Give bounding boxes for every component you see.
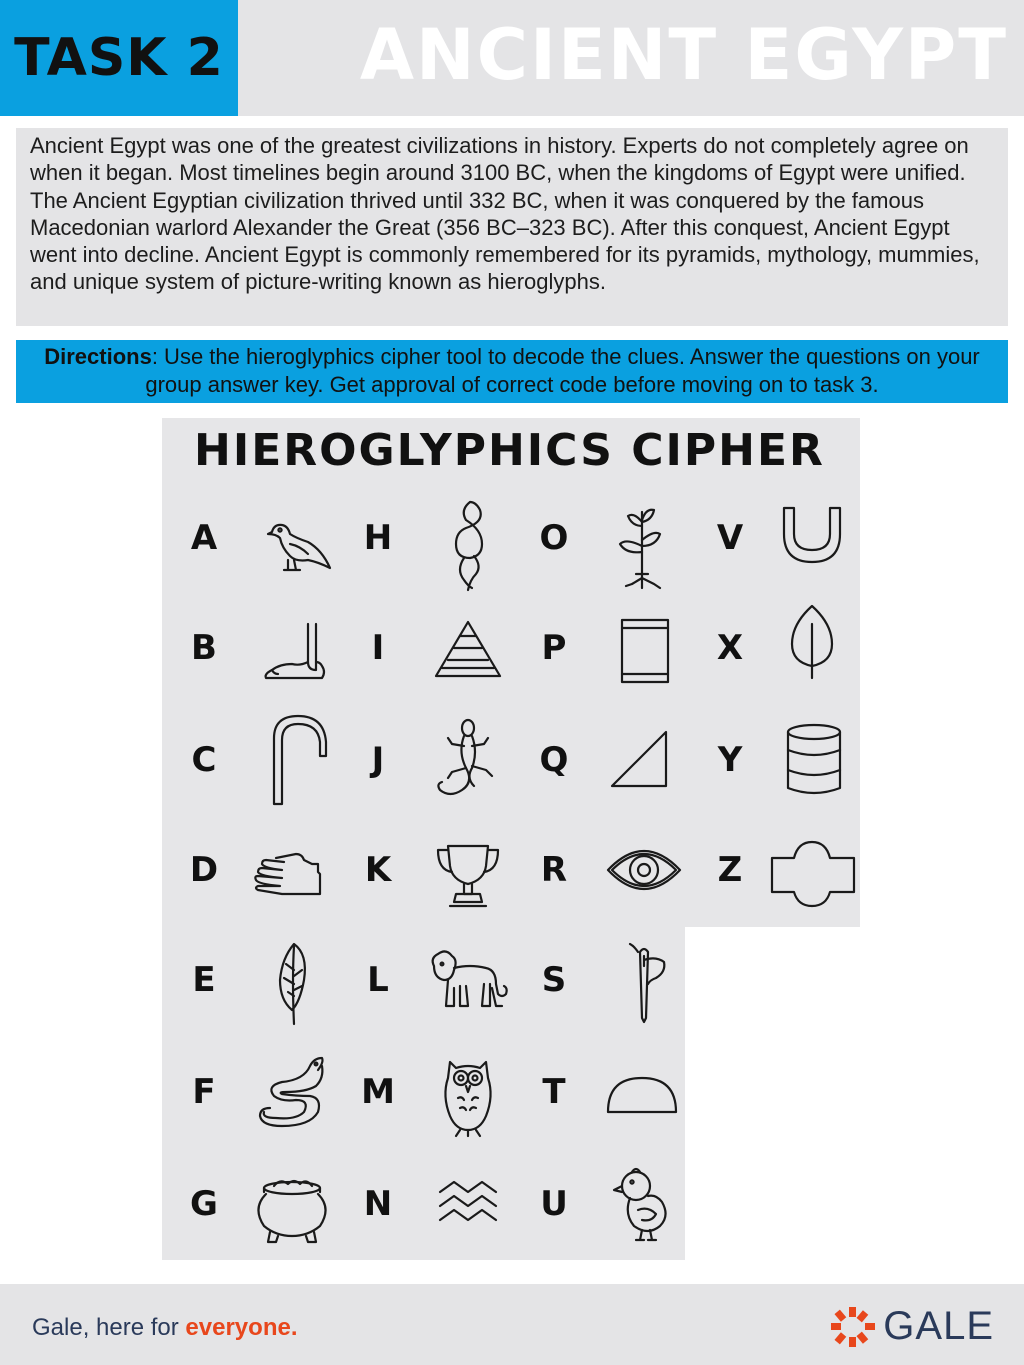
cipher-letter: L xyxy=(367,960,389,1000)
needle-icon xyxy=(600,938,690,1028)
rope-knot-icon xyxy=(426,500,516,590)
cylinder-icon xyxy=(768,716,858,806)
cipher-letter: B xyxy=(191,628,217,668)
cipher-letter: X xyxy=(716,628,744,668)
owl-icon xyxy=(424,1052,514,1142)
hand-icon xyxy=(248,828,338,918)
cipher-letter: S xyxy=(541,960,567,1000)
cipher-letter: F xyxy=(192,1072,216,1112)
tagline-accent: everyone. xyxy=(185,1314,298,1341)
feather-icon xyxy=(248,940,338,1030)
cipher-letter: J xyxy=(371,740,385,780)
cipher-letter: N xyxy=(363,1184,393,1224)
task-label: TASK 2 xyxy=(14,28,224,88)
waves-icon xyxy=(424,1162,514,1252)
cipher-letter: H xyxy=(363,518,393,558)
cipher-letter: Q xyxy=(539,740,569,780)
half-circle-icon xyxy=(596,1050,686,1140)
cipher-letter: V xyxy=(716,518,744,558)
cipher-letter: E xyxy=(192,960,216,1000)
page-title: ANCIENT EGYPT xyxy=(359,14,1008,96)
cipher-letter: Z xyxy=(717,850,743,890)
cartouche-icon xyxy=(768,828,858,918)
leaf-icon xyxy=(768,600,858,690)
gale-logo-text: GALE xyxy=(883,1304,994,1348)
gale-logo-icon xyxy=(829,1305,877,1349)
cipher-letter: T xyxy=(542,1072,566,1112)
gale-logo xyxy=(829,1304,994,1349)
cipher-letter: A xyxy=(190,518,218,558)
plant-icon xyxy=(598,500,688,590)
chick-icon xyxy=(598,1160,688,1250)
triangle-icon xyxy=(600,716,690,806)
trophy-icon xyxy=(424,830,514,920)
cipher-letter: D xyxy=(189,850,219,890)
eye-icon xyxy=(600,826,690,916)
page-header xyxy=(0,0,1024,116)
foot-icon xyxy=(252,608,342,698)
directions-box xyxy=(16,340,1008,403)
cipher-letter: K xyxy=(364,850,392,890)
page-footer xyxy=(0,1284,1024,1365)
cipher-title: HIEROGLYPHICS CIPHER xyxy=(194,425,825,476)
directions-label: Directions xyxy=(44,344,152,369)
pyramid-icon xyxy=(424,608,514,698)
cipher-letter: R xyxy=(540,850,568,890)
cipher-letter: O xyxy=(539,518,569,558)
cipher-letter: Y xyxy=(717,740,743,780)
cipher-letter: I xyxy=(371,628,385,668)
u-shape-icon xyxy=(768,494,858,584)
intro-paragraph: Ancient Egypt was one of the greatest civilizations in history. Experts do not completely agree on when it began. Most timelines begin around 3100 BC, when the kingdoms of Egypt were unified. The Ancient Egyptian civilization thrived until 332 BC, when it was conquered by the famous Macedonian warlord Alexander the Great (356 BC–323 BC). After this conquest, Ancient Egypt went into decline. Ancient Egypt is commonly remembered for its pyramids, mythology, mummies, and unique system of picture-writing known as hieroglyphs. xyxy=(16,128,1008,326)
cipher-letter: G xyxy=(190,1184,218,1224)
cane-icon xyxy=(252,712,342,802)
cipher-letter: P xyxy=(541,628,567,668)
pot-icon xyxy=(248,1162,338,1252)
task-badge xyxy=(0,0,238,116)
cipher-letter: U xyxy=(540,1184,568,1224)
rectangle-icon xyxy=(600,608,690,698)
cipher-letter: M xyxy=(361,1072,395,1112)
cipher-letter: C xyxy=(191,740,217,780)
snake-icon xyxy=(252,1052,342,1142)
lion-icon xyxy=(424,942,514,1032)
footer-tagline xyxy=(32,1314,298,1342)
lizard-icon xyxy=(428,716,518,806)
bird-icon xyxy=(252,498,342,588)
tagline-main: Gale, here for xyxy=(32,1314,186,1341)
directions-text: : Use the hieroglyphics cipher tool to decode the clues. Answer the questions on your group answer key. Get approval of correct code before moving on to task 3. xyxy=(145,344,980,397)
